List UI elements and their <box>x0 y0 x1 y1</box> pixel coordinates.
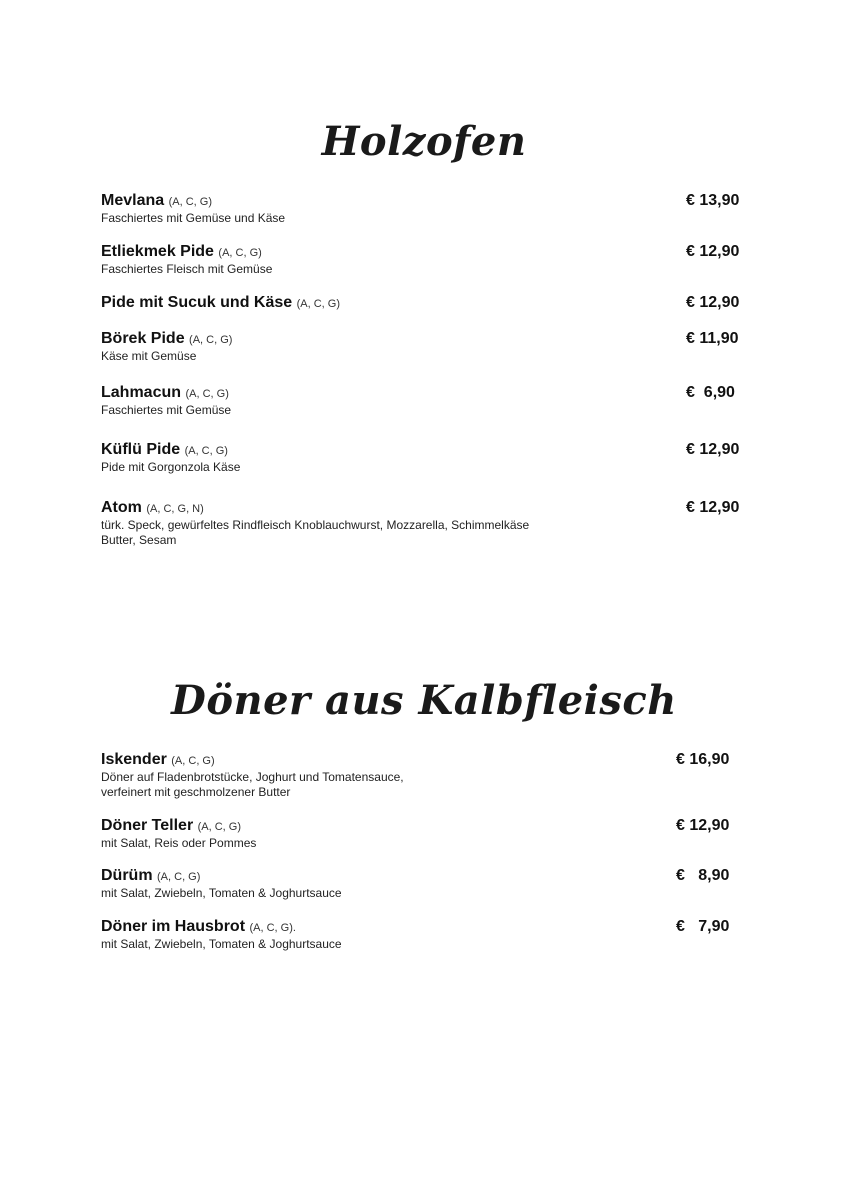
item-allergens: (A, C, G). <box>249 922 296 934</box>
item-description: Faschiertes mit Gemüse <box>101 403 232 417</box>
item-allergens: (A, C, G, N) <box>146 503 204 515</box>
item-name: Pide mit Sucuk und Käse <box>101 294 293 311</box>
item-price: € 7,90 <box>676 918 730 935</box>
item-price: € 11,90 <box>686 330 739 347</box>
menu-item-doener-teller <box>101 817 761 851</box>
item-description-line2: verfeinert mit geschmolzener Butter <box>101 785 291 799</box>
menu-item-mevlana <box>101 192 761 226</box>
item-price: € 8,90 <box>676 867 730 884</box>
item-price: € 16,90 <box>676 751 730 768</box>
item-name: Küflü Pide <box>101 441 181 458</box>
item-allergens: (A, C, G) <box>296 298 340 310</box>
item-name: Lahmacun <box>101 384 182 401</box>
menu-item-duerum <box>101 867 761 901</box>
menu-item-iskender <box>101 751 761 800</box>
item-name: Mevlana <box>101 192 165 209</box>
section-title-holzofen: Holzofen <box>321 118 527 165</box>
menu-item-kuflu-pide <box>101 441 761 475</box>
item-allergens: (A, C, G) <box>171 755 215 767</box>
item-description: Faschiertes Fleisch mit Gemüse <box>101 262 273 276</box>
item-allergens: (A, C, G) <box>168 196 212 208</box>
item-price: € 6,90 <box>686 384 735 401</box>
item-name: Etliekmek Pide <box>101 243 214 260</box>
menu-item-lahmacun <box>101 384 761 418</box>
item-price: € 12,90 <box>676 817 730 834</box>
menu-item-etliekmek-pide <box>101 243 761 277</box>
item-name: Atom <box>101 499 142 516</box>
item-allergens: (A, C, G) <box>184 445 228 457</box>
item-allergens: (A, C, G) <box>189 334 233 346</box>
item-allergens: (A, C, G) <box>185 388 229 400</box>
item-name: Börek Pide <box>101 330 185 347</box>
item-name: Iskender <box>101 751 167 768</box>
item-description: türk. Speck, gewürfeltes Rindfleisch Knoblauchwurst, Mozzarella, Schimmelkäse <box>101 518 530 532</box>
item-price: € 12,90 <box>686 243 740 260</box>
item-description: mit Salat, Zwiebeln, Tomaten & Joghurtsauce <box>101 886 342 900</box>
item-allergens: (A, C, G) <box>157 871 201 883</box>
item-description: Pide mit Gorgonzola Käse <box>101 460 241 474</box>
item-price: € 13,90 <box>686 192 740 209</box>
item-price: € 12,90 <box>686 499 740 516</box>
item-name: Döner Teller <box>101 817 194 834</box>
item-description: Käse mit Gemüse <box>101 349 197 363</box>
item-price: € 12,90 <box>686 294 740 311</box>
section-title-doener: Döner aus Kalbfleisch <box>171 677 677 724</box>
item-description: Döner auf Fladenbrotstücke, Joghurt und Tomatensauce, <box>101 770 404 784</box>
menu-item-doener-hausbrot <box>101 918 761 952</box>
item-allergens: (A, C, G) <box>197 821 242 833</box>
item-description: mit Salat, Reis oder Pommes <box>101 836 257 850</box>
item-name: Döner im Hausbrot <box>101 918 246 935</box>
item-allergens: (A, C, G) <box>218 247 262 259</box>
menu-item-atom <box>101 499 761 548</box>
menu-item-borek-pide <box>101 330 761 364</box>
item-description: mit Salat, Zwiebeln, Tomaten & Joghurtsauce <box>101 937 342 951</box>
item-name: Dürüm <box>101 867 153 884</box>
item-description: Faschiertes mit Gemüse und Käse <box>101 211 286 225</box>
item-description-line2: Butter, Sesam <box>101 533 177 547</box>
item-price: € 12,90 <box>686 441 740 458</box>
menu-item-pide-sucuk <box>101 294 761 313</box>
